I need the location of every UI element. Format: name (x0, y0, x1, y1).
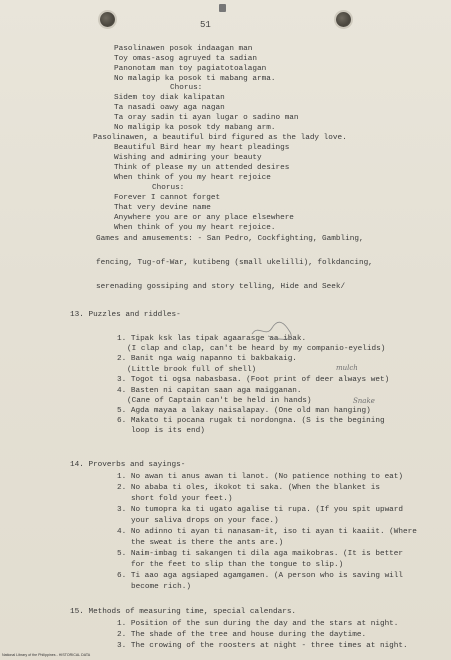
text-line: 2. Banit nga waig napanno ti bakbakaig. (117, 355, 297, 363)
page-number: 51 (200, 20, 211, 30)
text-line: 4. No adinno ti ayan ti nanasam-it, iso ti ayan ti kaaiit. (Where (117, 528, 417, 536)
text-line: 4. Basten ni capitan saan aga maigganan. (117, 387, 302, 395)
text-line: the sweat is there the ants are.) (131, 539, 284, 547)
text-line: Ta oray sadin ti ayan lugar o sadino man (114, 114, 299, 122)
text-line: Pasolinawen posok indaagan man (114, 45, 253, 53)
text-line: No malagip ka posok ti mabang arma. (114, 75, 276, 83)
text-line: 3. Togot ti ogsa nabasbasa. (Foot print of deer always wet) (117, 376, 390, 384)
text-line: Anywhere you are or any place elsewhere (114, 214, 294, 222)
text-line: Wishing and admiring your beauty (114, 154, 262, 162)
text-line: 5. Naim-imbag ti sakangen ti dila aga maikobras. (It is better (117, 550, 404, 558)
handwritten-note: Snake (353, 397, 375, 405)
text-line: 3. The crowing of the roosters at night - three times at night. (117, 642, 408, 650)
text-line: become rich.) (131, 583, 191, 591)
text-line: Pasolinawen, a beautiful bird figured as the lady love. (93, 134, 347, 142)
text-line: When think of you my heart rejoice. (114, 224, 276, 232)
text-line: When think of you my heart rejoice (114, 174, 271, 182)
text-line: Sidem toy diak kalipatan (114, 94, 225, 102)
scan-marker (219, 4, 226, 12)
handwritten-scribble (248, 320, 298, 342)
text-line: Games and amusements: - San Pedro, Cockfighting, Gambling, (96, 235, 364, 243)
section-heading: 13. Puzzles and riddles- (70, 311, 181, 319)
text-line: 6. Makato ti pocana rugak ti nordongna. (S is the begining (117, 417, 385, 425)
text-line: Chorus: (152, 184, 185, 192)
text-line: 1. No awan ti anus awan ti lanot. (No patience nothing to eat) (117, 473, 404, 481)
punch-hole-right (336, 12, 351, 27)
text-line: 2. No ababa ti oles, ikokot ti saka. (When the blanket is (117, 484, 380, 492)
text-line: 6. Ti aao aga agsiaped agamgamen. (A person who is saving will (117, 572, 404, 580)
text-line: Panonotam man toy pagiatotoalagan (114, 65, 267, 73)
text-line: serenading gossiping and story telling, Hide and Seek/ (96, 283, 346, 291)
text-line: Toy omas-asog agruyed ta sadian (114, 55, 258, 63)
text-line: 1. Position of the sun during the day and the stars at night. (117, 620, 399, 628)
text-line: That very devine name (114, 204, 211, 212)
text-line: Chorus: (170, 84, 203, 92)
text-line: your saliva drops on your face.) (131, 517, 279, 525)
punch-hole-left (100, 12, 115, 27)
text-line: loop is its end) (131, 427, 205, 435)
text-line: 1. Tipak ksk las tipak agaarasge aa ibak. (117, 335, 307, 343)
handwritten-note: mulch (336, 364, 358, 372)
text-line: Ta nasadi oawy aga nagan (114, 104, 225, 112)
text-line: (Cane of Captain can't be held in hands) (127, 397, 312, 405)
scan-footer: National Library of the Philippines - HISTORICAL DATA (2, 653, 91, 657)
text-line: short fold your feet.) (131, 495, 233, 503)
text-line: No maligip ka posok tdy mabang arm. (114, 124, 276, 132)
text-line: fencing, Tug-of-War, kutibeng (small ukelilli), folkdancing, (96, 259, 373, 267)
text-line: (I clap and clap, can't be heard by my companio-eyelids) (127, 345, 386, 353)
text-line: 2. The shade of the tree and house during the daytime. (117, 631, 367, 639)
text-line: Think of please my un attended desires (114, 164, 290, 172)
text-line: (Little brook full of shell) (127, 366, 257, 374)
text-line: 5. Agda mayaa a lakay naisalapay. (One old man hanging) (117, 407, 371, 415)
section-heading: 14. Proverbs and sayings- (70, 461, 186, 469)
text-line: Beautiful Bird hear my heart pleadings (114, 144, 290, 152)
text-line: Forever I cannot forget (114, 194, 221, 202)
text-line: for the feet to slip than the tongue to slip.) (131, 561, 344, 569)
section-heading: 15. Methods of measuring time, special calendars. (70, 608, 297, 616)
text-line: 3. No tumopra ka ti ugato agalise ti rupa. (If you spit upward (117, 506, 404, 514)
